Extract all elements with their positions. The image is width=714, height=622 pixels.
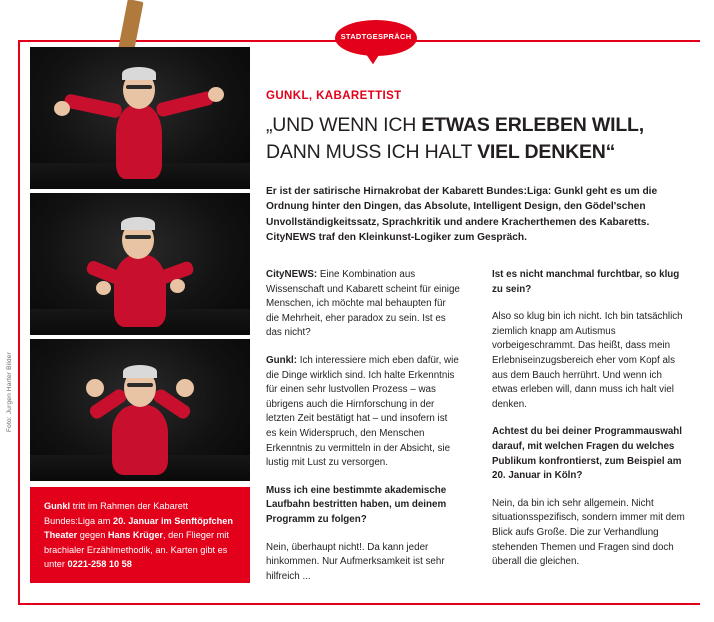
article-standfirst: Er ist der satirische Hirnakrobat der Kabarett Bundes:Liga: Gunkl geht es um die Ordnung hinter den Dingen, das Absolute, Intelligent Design, den Gödel'schen Unvollständigkeitssatz, Sprachkritik und andere Kracherthemen des Kabaretts. CityNEWS traf den Kleinkunst-Logiker zum Gespräch. [266, 186, 658, 244]
performer-hair [122, 67, 156, 80]
frame-bottom-rule [18, 603, 700, 605]
caption-artist-name: Gunkl [44, 501, 71, 511]
photo-performer-hands-up [30, 339, 250, 481]
interview-answer: Nein, da bin ich sehr allgemein. Nicht situationsspezifisch, sondern immer mit dem Blick aufs Große. Die zur Verhandlung stehenden Themen und Fragen sind doch überall die gleichen. [492, 497, 685, 568]
headline-part-1: „UND WENN ICH [266, 114, 422, 136]
performer-body [112, 405, 168, 475]
interview-paragraph [266, 354, 460, 471]
caption-versus: gegen [77, 530, 108, 540]
photo-column [6, 47, 250, 485]
photo-credit: Foto: Jurgen Harter Bilder [6, 352, 13, 432]
caption-comma: , [163, 530, 166, 540]
interview-column-right [492, 268, 686, 584]
caption-phone: 0221-258 10 58 [67, 559, 132, 569]
speech-bubble-tail-icon [364, 49, 385, 66]
interview-column-left [266, 268, 460, 584]
caption-venue: Senftöpfchen Theater [44, 515, 233, 540]
caption-line1-rest: tritt im Rahmen der Kabarett [70, 501, 188, 511]
interview-answer: Also so klug bin ich nicht. Ich bin tatsächlich ziemlich knapp am Autismus vorbeigeschrammt. Das heißt, dass mein Erlebniseinzugsbereich eher vom Kopf als aus dem Bauch herrührt. Und wenn ich etwas erleben will, dann muss ich halt viel denken. [492, 311, 683, 410]
performer-glasses [127, 383, 153, 387]
photo-performer-pointing [30, 193, 250, 335]
article-head [266, 90, 684, 246]
interview-answer: Nein, überhaupt nicht!. Da kann jeder hinkommen. Nur Aufmerksamkeit ist sehr hilfreich ... [266, 541, 445, 582]
caption-line4: den Flieger mit brachialer Erzählmethodik, an. [44, 530, 229, 555]
interview-paragraph [266, 268, 460, 341]
paragraph-text: Ich interessiere mich eben dafür, wie die Dinge wirklich sind. Ich halte Erkenntnis für einen sehr lustvollen Prozess – was übrigens auch die Hirnforschung in der letzten Zeit bestätigt hat – und insofern ist es kein Widerspruch, den Menschen Erkenntnis zu vermitteln in der Absicht, sie lustig mit Lust zu versorgen. [266, 354, 459, 469]
interview-question: Ist es nicht manchmal furchtbar, so klug zu sein? [492, 269, 680, 295]
frame-left-rule [18, 40, 20, 605]
performer-right-hand [208, 87, 224, 102]
speaker-label: CityNEWS: [266, 269, 318, 280]
article-headline [266, 112, 684, 166]
interview-question: Achtest du bei deiner Programmauswahl darauf, mit welchen Fragen du welches Publikum konfrontierst, zum Beispiel am 20. Januar in Köln? [492, 426, 682, 482]
headline-part-4: VIEL DENKEN“ [477, 141, 616, 163]
caption-line2-start: Bundes:Liga am [44, 515, 113, 526]
interview-columns [266, 268, 686, 584]
caption-date: 20. Januar im [112, 515, 172, 526]
performer-hair [123, 365, 157, 378]
caption-opponent: Hans Krüger [107, 530, 163, 540]
performer-left-hand [86, 379, 104, 397]
performer-body [114, 255, 166, 327]
performer-glasses [126, 85, 152, 89]
paragraph-text: Eine Kombination aus Wissenschaft und Kabarett scheint für einige Menschen, ich möchte mal behaupten für die Mehrheit, eher paradox zu sein. Ist es das nicht? [266, 269, 460, 339]
speaker-label: Gunkl: [266, 354, 298, 366]
article-kicker: GUNKL, KABARETTIST [266, 90, 402, 102]
performer-right-hand [170, 279, 185, 293]
interview-question: Muss ich eine bestimmte akademische Laufbahn bestritten haben, um deinem Programm zu folgen? [266, 484, 447, 525]
performer-right-hand [176, 379, 194, 397]
performer-glasses [125, 235, 151, 239]
badge-label: STADTGESPRÄCH [340, 32, 412, 41]
performer-body [116, 105, 162, 179]
performer-hair [121, 217, 155, 230]
event-caption-box [30, 487, 250, 583]
caption-tickets-label: Karten gibt es unter [44, 544, 228, 569]
headline-part-2: ETWAS ERLEBEN WILL, [421, 114, 644, 136]
photo-performer-arms-out [30, 47, 250, 189]
stadtgespraech-badge [335, 20, 417, 64]
performer-left-hand [54, 101, 70, 116]
headline-part-3: DANN MUSS ICH HALT [266, 141, 478, 163]
performer-left-hand [96, 281, 111, 295]
event-caption-text [30, 487, 250, 572]
